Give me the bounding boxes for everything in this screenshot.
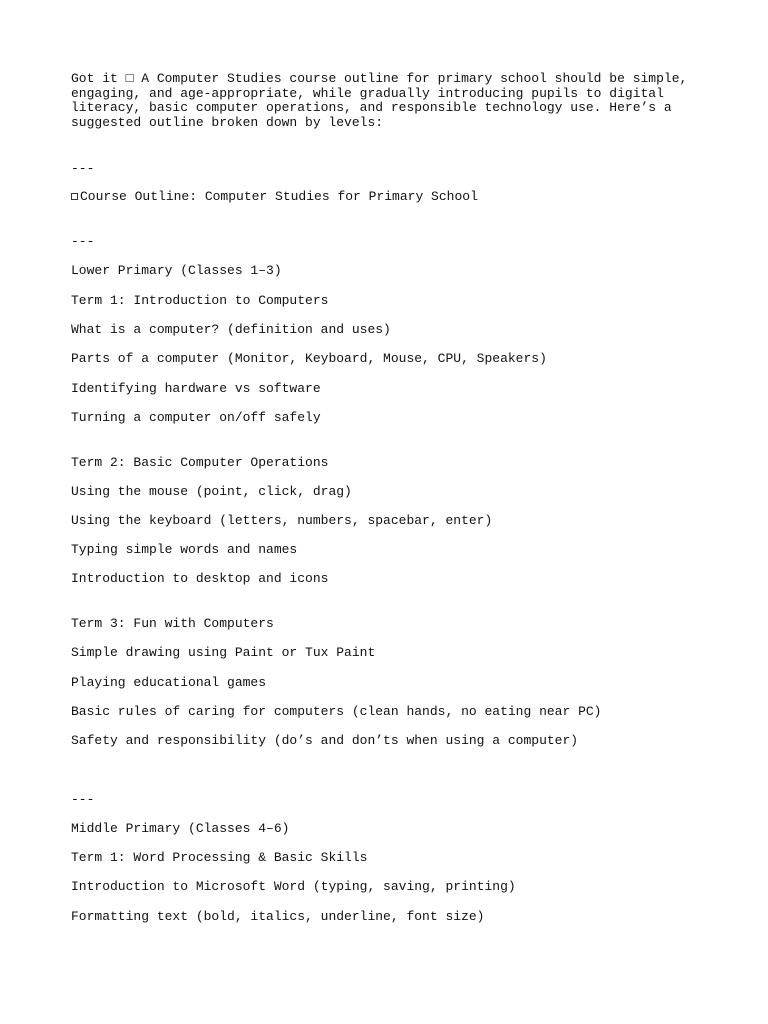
course-title [71, 190, 478, 205]
course-title-text: Course Outline: Computer Studies for Primary School [80, 189, 478, 204]
list-item: Introduction to Microsoft Word (typing, saving, printing) [71, 879, 516, 894]
list-item: Using the mouse (point, click, drag) [71, 484, 352, 499]
list-item: Formatting text (bold, italics, underline, font size) [71, 909, 485, 924]
list-item: Introduction to desktop and icons [71, 571, 329, 586]
intro-line: literacy, basic computer operations, and responsible technology use. Here’s a [71, 100, 672, 115]
list-item: Simple drawing using Paint or Tux Paint [71, 645, 376, 660]
separator: --- [71, 792, 95, 807]
list-item: Identifying hardware vs software [71, 381, 321, 396]
term-title: Term 1: Introduction to Computers [71, 293, 329, 308]
separator: --- [71, 161, 95, 176]
list-item: Basic rules of caring for computers (clean hands, no eating near PC) [71, 704, 602, 719]
list-item: Safety and responsibility (do’s and don’ts when using a computer) [71, 733, 579, 748]
term-title: Term 3: Fun with Computers [71, 616, 274, 631]
list-item: Typing simple words and names [71, 542, 298, 557]
list-item: Playing educational games [71, 675, 267, 690]
box-glyph-icon [71, 193, 78, 200]
intro-paragraph [71, 72, 711, 130]
intro-line: Got it □ A Computer Studies course outline for primary school should be simple, [71, 71, 688, 86]
term-title: Term 2: Basic Computer Operations [71, 455, 329, 470]
separator: --- [71, 234, 95, 249]
term-title: Term 1: Word Processing & Basic Skills [71, 850, 368, 865]
section-heading-middle: Middle Primary (Classes 4–6) [71, 821, 290, 836]
list-item: Using the keyboard (letters, numbers, spacebar, enter) [71, 513, 493, 528]
intro-line: engaging, and age-appropriate, while gradually introducing pupils to digital [71, 85, 664, 101]
list-item: What is a computer? (definition and uses) [71, 322, 391, 337]
section-heading-lower: Lower Primary (Classes 1–3) [71, 263, 282, 278]
intro-line: suggested outline broken down by levels: [71, 114, 384, 130]
list-item: Parts of a computer (Monitor, Keyboard, Mouse, CPU, Speakers) [71, 351, 547, 366]
list-item: Turning a computer on/off safely [71, 410, 321, 425]
